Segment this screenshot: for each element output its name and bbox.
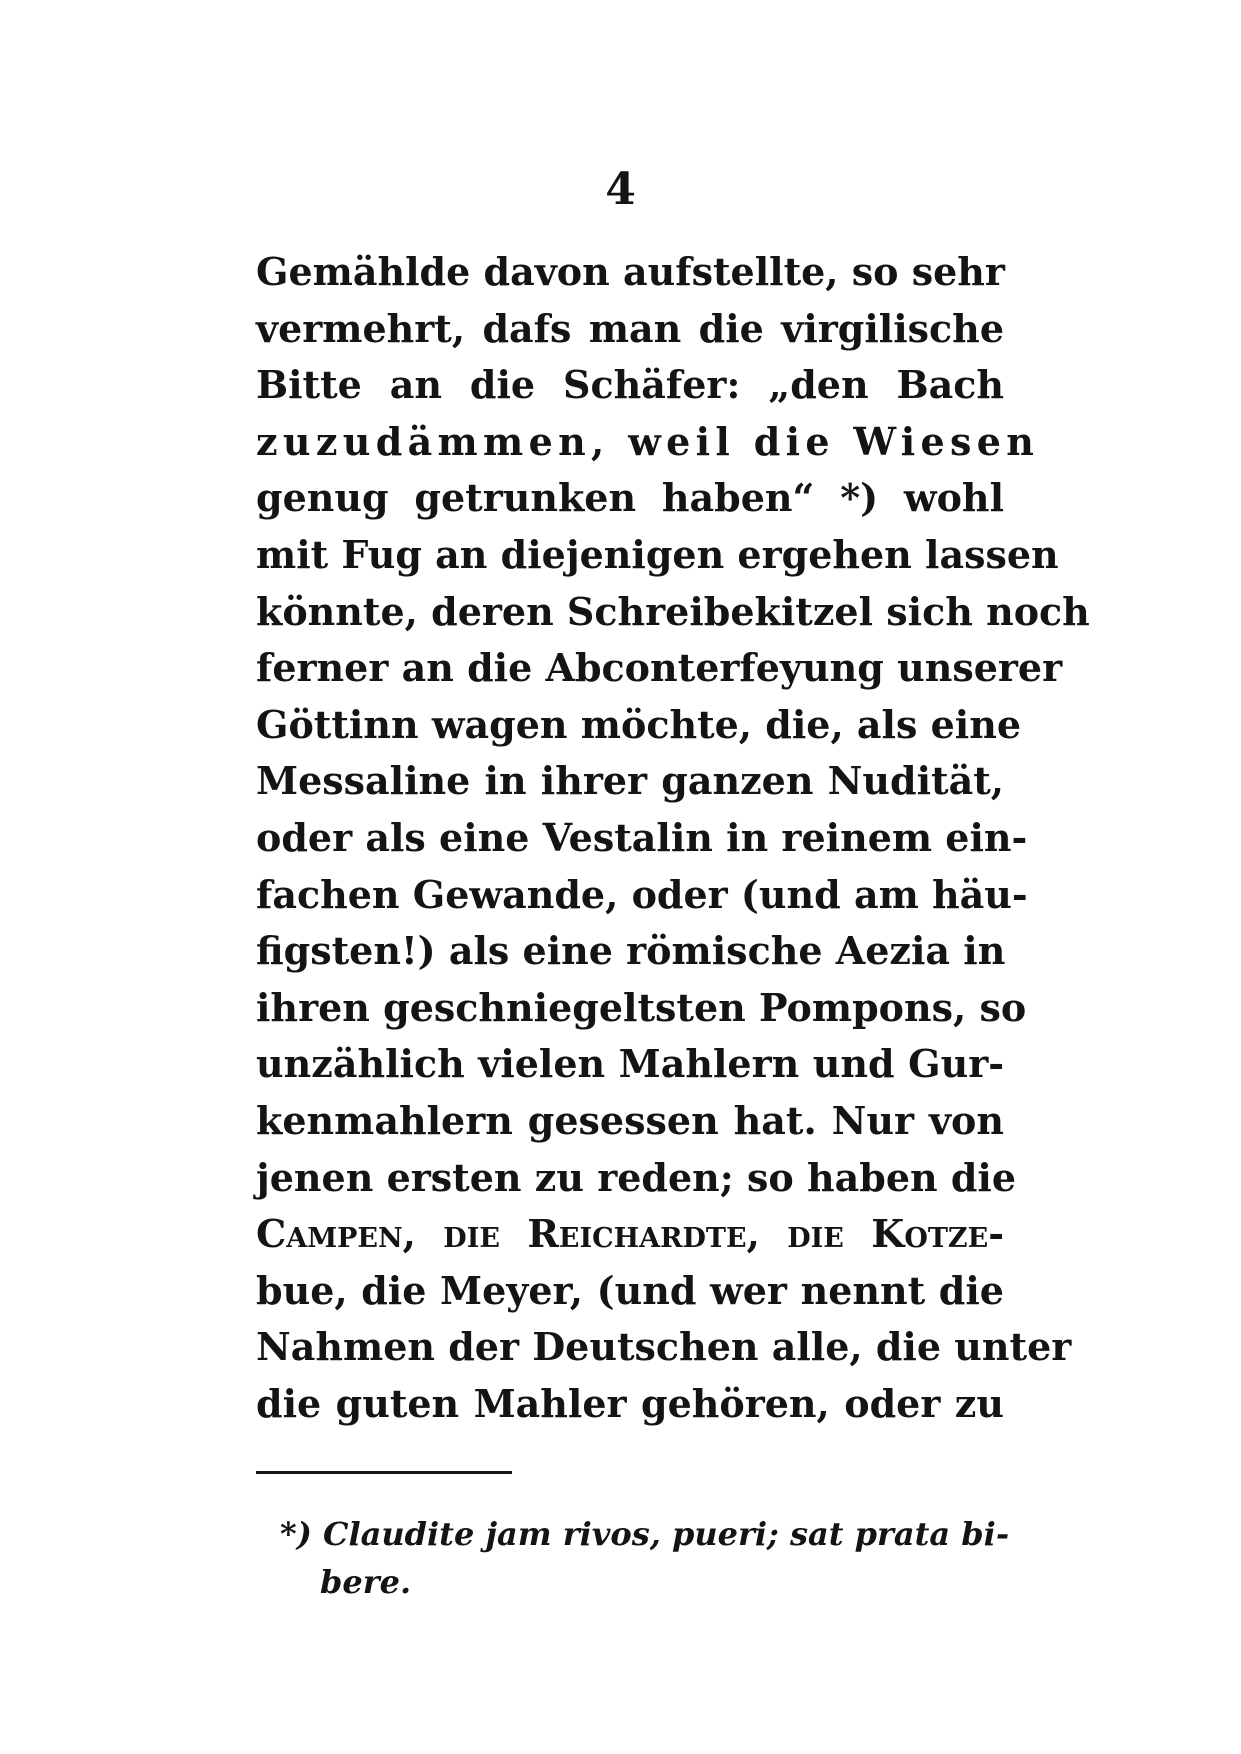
text-line: genug getrunken haben“ *) wohl [256,475,1004,521]
text-line: ferner an die Abconterfeyung unserer [256,645,1063,691]
page-number: 4 [605,164,636,215]
text-line: Nahmen der Deutschen alle, die unter [256,1324,1072,1370]
footnote-line: *) Claudite jam rivos, pueri; sat prata bi- [280,1515,1010,1553]
body-text [256,244,1090,1432]
text-line: jenen ersten zu reden; so haben die [256,1154,1017,1200]
footnote-line: bere. [320,1563,412,1601]
text-line: Campen, die Reichardte, die Kotze- [256,1211,1004,1257]
text-line: Göttinn wagen möchte, die, als eine [256,701,1022,747]
text-line: Messaline in ihrer ganzen Nudität, [256,758,1004,804]
text-line: figsten!) als eine römische Aezia in [256,928,1006,974]
text-line: ihren geschniegeltsten Pompons, so [256,984,1027,1030]
footnote-divider [256,1471,512,1474]
footnote [280,1510,1010,1606]
text-line: Bitte an die Schäfer: „den Bach [256,362,1004,408]
text-line: kenmahlern gesessen hat. Nur von [256,1097,1004,1143]
text-line: fachen Gewande, oder (und am häu- [256,871,1028,917]
text-line: oder als eine Vestalin in reinem ein- [256,814,1028,860]
text-line: unzählich vielen Mahlern und Gur- [256,1041,1004,1087]
text-line: vermehrt, dafs man die virgilische [256,305,1004,351]
text-line: die guten Mahler gehören, oder zu [256,1380,1004,1426]
text-line: Gemählde davon aufstellte, so sehr [256,249,1005,294]
text-line: bue, die Meyer, (und wer nennt die [256,1267,1004,1313]
text-line: mit Fug an diejenigen ergehen lassen [256,531,1059,577]
text-line: zuzudämmen, weil die Wiesen [256,418,1040,464]
text-line: könnte, deren Schreibekitzel sich noch [256,588,1090,634]
